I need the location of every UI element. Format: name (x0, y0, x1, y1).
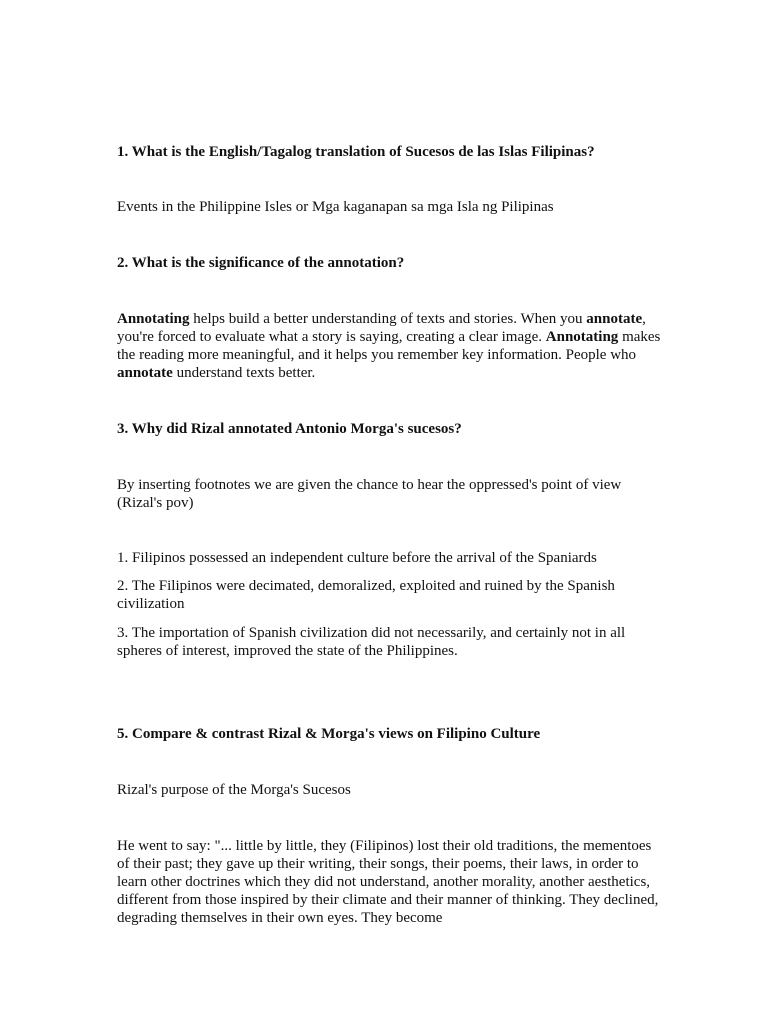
subheading-rizal-purpose: Rizal's purpose of the Morga's Sucesos (117, 782, 351, 798)
answer-2-text-1: helps build a better understanding of texts and stories. When you (189, 311, 587, 327)
point-3: 3. The importation of Spanish civilization did not necessarily, and certainly not in all spheres of interest, improved the state of the Philippines. (117, 625, 626, 659)
answer-2-text-2: , you're forced to evaluate what a story is saying, creating a clear image. (117, 311, 646, 345)
term-annotating-2: Annotating (545, 329, 619, 345)
point-2: 2. The Filipinos were decimated, demoralized, exploited and ruined by the Spanish civilization (117, 578, 615, 612)
question-5: 5. Compare & contrast Rizal & Morga's views on Filipino Culture (117, 726, 541, 742)
term-annotate-2: annotate (117, 365, 173, 381)
question-1: 1. What is the English/Tagalog translation of Sucesos de las Islas Filipinas? (117, 144, 595, 160)
answer-2-text-4: understand texts better. (172, 365, 316, 381)
term-annotating: Annotating (117, 311, 190, 327)
question-2: 2. What is the significance of the annotation? (117, 255, 405, 271)
question-3: 3. Why did Rizal annotated Antonio Morga's sucesos? (117, 421, 462, 437)
quote-paragraph: He went to say: "... little by little, they (Filipinos) lost their old traditions, the mementoes of their past; they gave up their writing, their songs, their poems, their laws, in order to learn other doctrines which they did not understand, another morality, another aesthetics, different from those inspired by their climate and their manner of thinking. They declined, degrading themselves in their own eyes. They become (117, 838, 659, 926)
point-1: 1. Filipinos possessed an independent culture before the arrival of the Spaniards (117, 550, 597, 566)
answer-3: By inserting footnotes we are given the chance to hear the oppressed's point of view (Rizal's pov) (117, 477, 622, 511)
term-annotate: annotate (586, 311, 643, 327)
answer-2-text-3: makes the reading more meaningful, and it helps you remember key information. People who (117, 329, 661, 363)
answer-2 (117, 310, 662, 382)
answer-1: Events in the Philippine Isles or Mga kaganapan sa mga Isla ng Pilipinas (117, 199, 554, 215)
